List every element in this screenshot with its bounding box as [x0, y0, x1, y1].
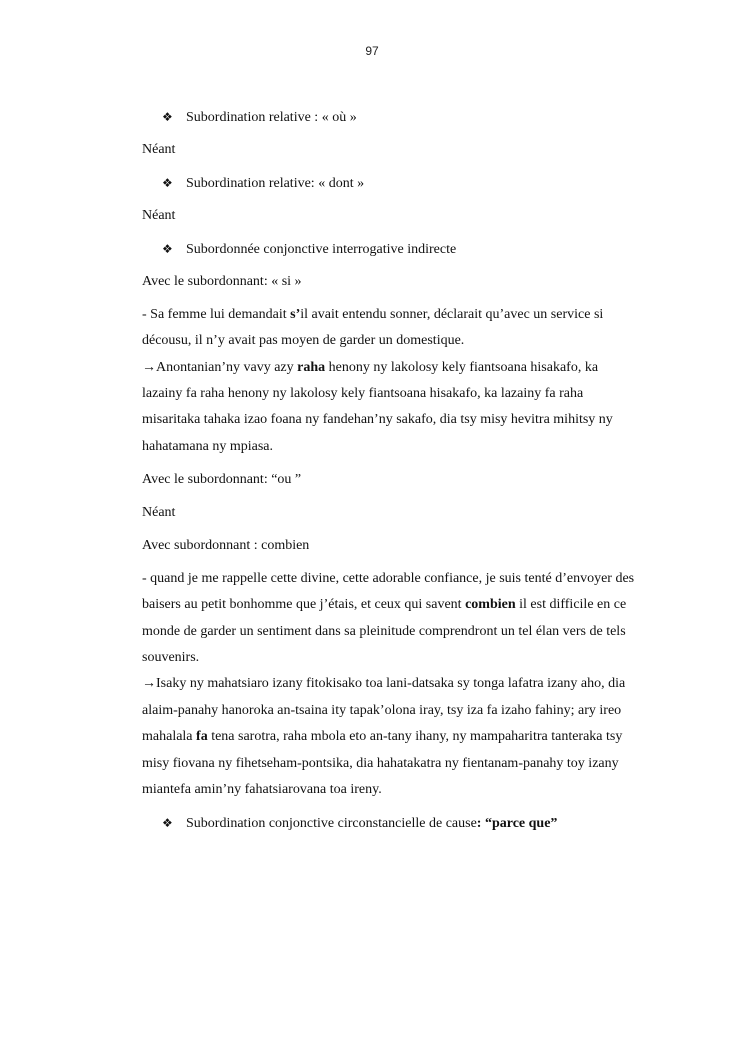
label-combien: Avec subordonnant : combien	[142, 537, 310, 553]
example-line	[142, 592, 672, 618]
example-line: décousu, il n’y avait pas moyen de garder un domestique.	[142, 333, 465, 349]
diamond-bullet-icon: ❖	[162, 815, 173, 830]
page-body	[142, 104, 672, 836]
translation-line	[142, 355, 672, 381]
translation-line: →Isaky ny mahatsiaro izany fitokisako toa lani-datsaka sy tonga lafatra izany aho, dia	[142, 676, 626, 692]
heading-interrogative	[142, 236, 672, 262]
heading-relative-ou	[142, 104, 672, 130]
text-run: il est difficile en ce	[515, 597, 627, 613]
neant-2: Néant	[142, 207, 176, 223]
heading-bold-text: : “parce que”	[476, 815, 558, 831]
translation-line: misaritaka tahaka izao foana ny fandehan’ny sakafo, dia tsy misy hevitra mihitsy ny	[142, 412, 613, 428]
translation-line: alaim-panahy hanoroka an-tsaina ity tapak’olona iray, tsy iza fa izaho fahiny; ary ireo	[142, 702, 622, 718]
diamond-bullet-icon: ❖	[162, 110, 173, 124]
bold-run: raha	[297, 359, 326, 375]
example-line: - quand je me rappelle cette divine, cette adorable confiance, je suis tenté d’envoyer des	[142, 570, 635, 586]
text-run: →Anontanian’ny vavy azy	[142, 359, 298, 375]
example-line: souvenirs.	[142, 649, 200, 665]
translation-line: miantefa amin’ny fahatsiarovana toa ireny.	[142, 781, 382, 797]
text-run: henony ny lakolosy kely fiantsoana hisakafo, ka	[325, 359, 599, 375]
heading-text: Subordination relative: « dont »	[186, 175, 365, 191]
example-line: monde de garder un sentiment dans sa pleinitude comprendront un tel élan vers de tels	[142, 623, 626, 639]
heading-cause	[142, 810, 672, 836]
translation-line	[142, 724, 672, 750]
page-number: 97	[365, 44, 379, 58]
translation-line: misy fiovana ny fihetseham-pontsika, dia hahatakatra ny fientanam-panahy toy izany	[142, 755, 619, 771]
bold-run: fa	[196, 729, 208, 745]
translation-combien-malagasy	[142, 671, 672, 803]
translation-line: hahatamana ny mpiasa.	[142, 438, 274, 454]
label-si: Avec le subordonnant: « si »	[142, 273, 302, 289]
bold-run: s’	[290, 306, 301, 322]
translation-line: lazainy fa raha henony ny lakolosy kely fiantsoana hisakafo, ka lazainy fa raha	[142, 386, 584, 402]
diamond-bullet-icon: ❖	[162, 175, 173, 190]
heading-text: Subordination relative : « où »	[186, 110, 357, 125]
text-run: - Sa femme lui demandait	[142, 306, 291, 322]
text-run: tena sarotra, raha mbola eto an-tany ihany, ny mampaharitra tanteraka tsy	[207, 729, 623, 745]
heading-text: Subordonnée conjonctive interrogative indirecte	[186, 241, 457, 257]
neant-1: Néant	[142, 141, 176, 157]
text-run: il avait entendu sonner, déclarait qu’avec un service si	[300, 306, 604, 322]
example-combien-french	[142, 566, 672, 672]
example-si-french	[142, 302, 672, 355]
diamond-bullet-icon: ❖	[162, 241, 173, 256]
neant-3: Néant	[142, 504, 176, 520]
label-ou: Avec le subordonnant: “ou ”	[142, 471, 302, 487]
heading-relative-dont	[142, 170, 672, 196]
heading-text: Subordination conjonctive circonstancielle de cause	[186, 815, 477, 831]
text-run: mahalala	[142, 729, 197, 745]
text-run: baisers au petit bonhomme que j’étais, et ceux qui savent	[142, 597, 466, 613]
example-line	[142, 302, 672, 328]
translation-si-malagasy	[142, 355, 672, 461]
bold-run: combien	[465, 597, 516, 613]
